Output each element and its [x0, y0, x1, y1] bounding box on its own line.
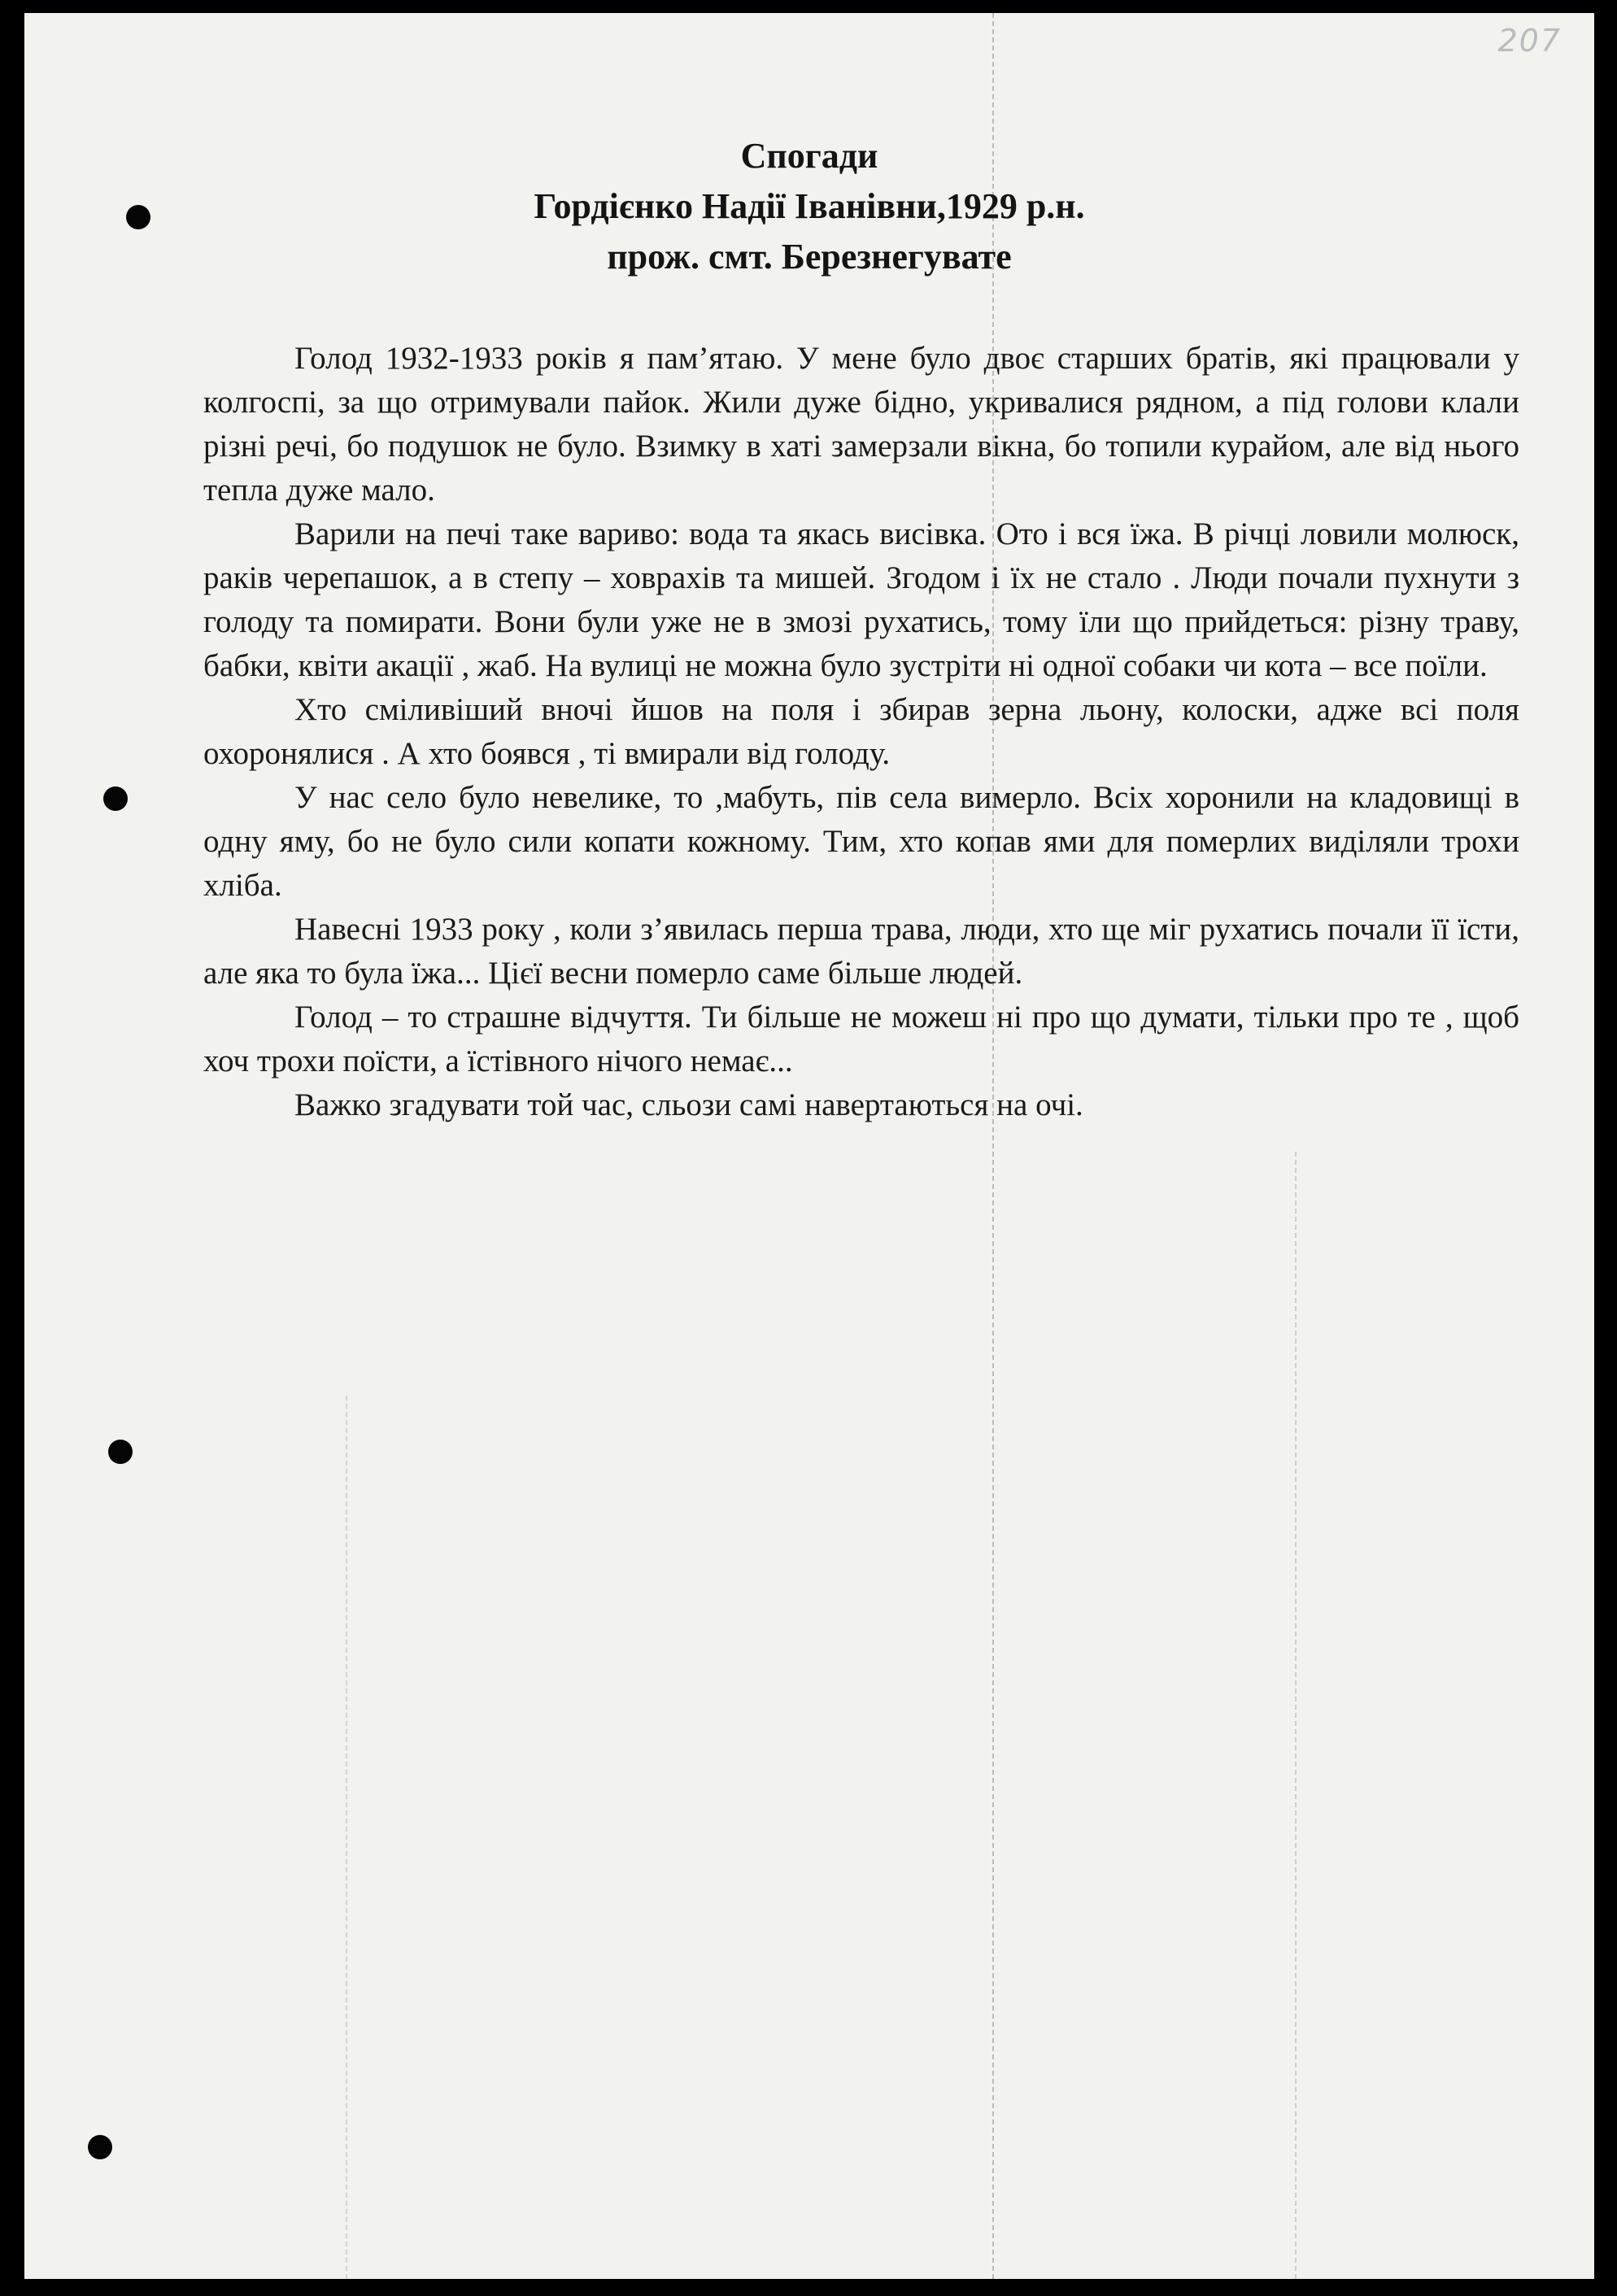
paragraph: Хто сміливіший вночі йшов на поля і збирав зерна льону, колоски, адже всі поля охоронялися . А хто боявся , ті вмирали від голоду. [203, 692, 1519, 771]
document-page [24, 13, 1594, 2279]
punch-hole [103, 786, 128, 811]
author-name-line: Гордієнко Надії Іванівни,1929 р.н. [534, 186, 1085, 226]
memoir-body [203, 337, 1519, 1127]
paragraph: Важко згадувати той час, сльози самі навертаються на очі. [294, 1087, 1083, 1122]
paragraph: Голод – то страшне відчуття. Ти більше не можеш ні про що думати, тільки про те , щоб хоч трохи поїсти, а їстівного нічого немає... [203, 1000, 1519, 1078]
document-header [24, 131, 1594, 282]
paragraph: Навесні 1933 року , коли з’явилась перша трава, люди, хто ще міг рухатись почали її їсти, але яка то була їжа... Цієї весни померло саме більше людей. [203, 912, 1519, 991]
author-residence-line: прож. смт. Березнегувате [607, 237, 1012, 277]
punch-hole [88, 2135, 112, 2159]
fold-line [1295, 1152, 1297, 2279]
paragraph: У нас село було невелике, то ,мабуть, пів села вимерло. Всіх хоронили на кладовищі в одну яму, бо не було сили копати кожному. Тим, хто копав ями для померлих виділяли трохи хліба. [203, 780, 1519, 903]
fold-line [346, 1396, 347, 2279]
paragraph: Голод 1932-1933 років я пам’ятаю. У мене було двоє старших братів, які працювали у колгоспі, за що отримували пайок. Жили дуже бідно, укривалися рядном, а під голови клали різні речі, бо подушок не було. Взимку в хаті замерзали вікна, бо топили курайом, але від нього тепла дуже мало. [203, 341, 1519, 508]
paragraph: Варили на печі таке вариво: вода та якась висівка. Ото і вся їжа. В річці ловили молюск, раків черепашок, а в степу – ховрахів та мишей. Згодом і їх не стало . Люди почали пухнути з голоду та помирати. Вони були уже не в змозі рухатись, тому їли що прийдеться: різну траву, бабки, квіти акації , жаб. На вулиці не можна було зустріти ні одної собаки чи кота – все поїли. [203, 516, 1519, 683]
punch-hole [108, 1440, 133, 1464]
page-number: 207 [1497, 23, 1562, 59]
document-title: Спогади [740, 136, 878, 176]
